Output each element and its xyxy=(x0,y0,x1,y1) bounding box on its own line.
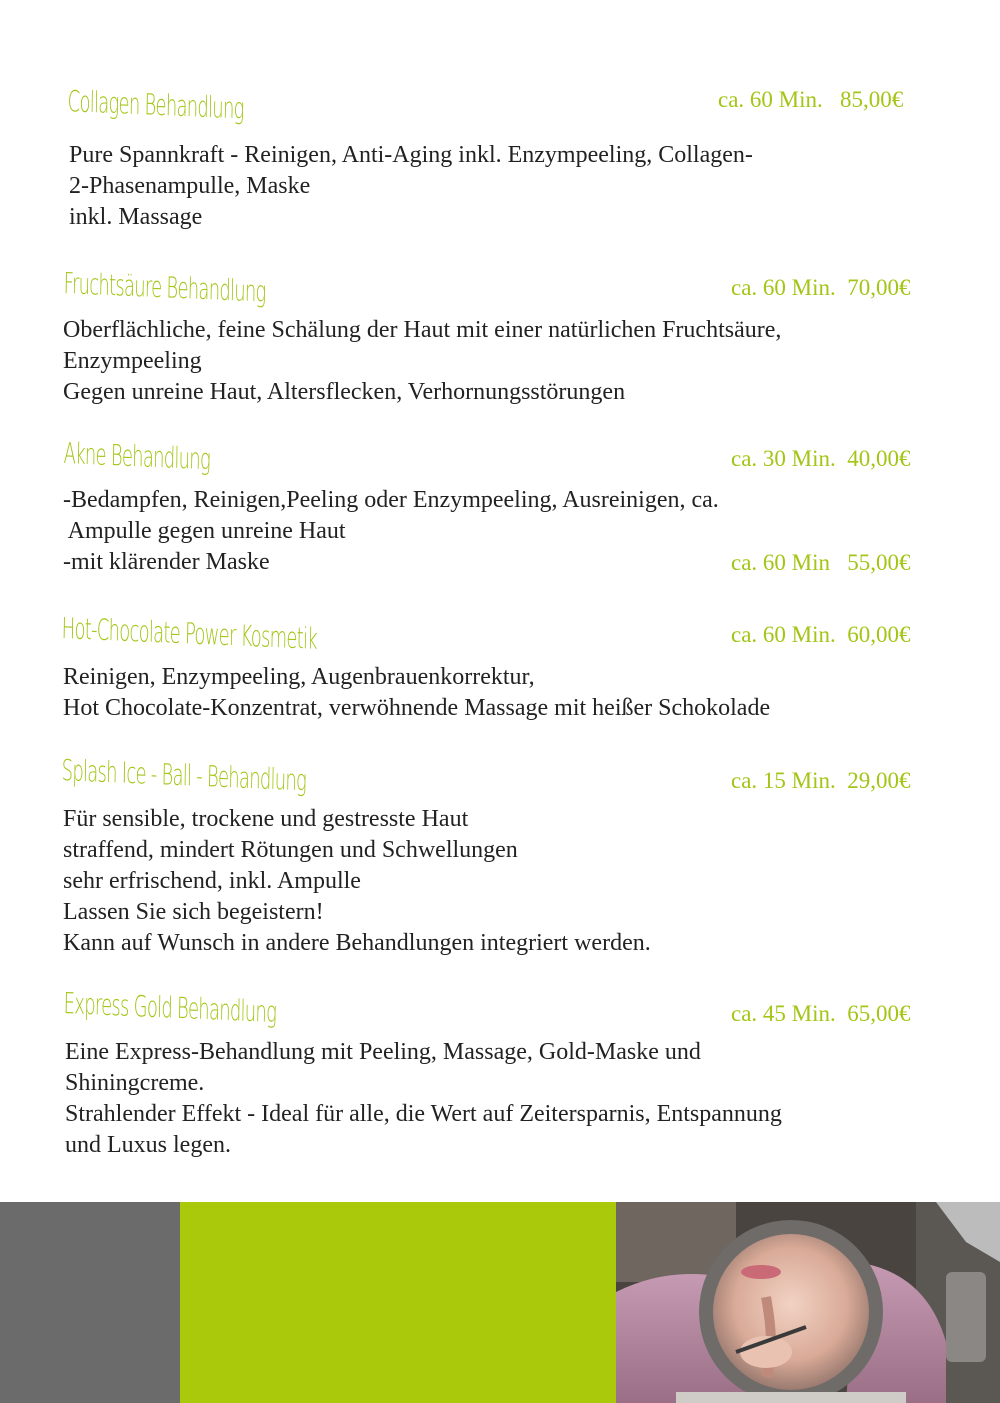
treatment-title-akne: Akne Behandlung xyxy=(63,436,211,477)
description-line: sehr erfrischend, inkl. Ampulle xyxy=(63,868,361,894)
treatment-description-express-gold xyxy=(65,1037,782,1161)
description-line: Reinigen, Enzympeeling, Augenbrauenkorrektur, xyxy=(63,664,535,690)
treatment-price-splash-ice: ca. 15 Min. 29,00€ xyxy=(731,768,911,793)
description-line: 2-Phasenampulle, Maske xyxy=(69,173,311,199)
photo-illustration xyxy=(616,1202,1000,1403)
treatment-description-collagen xyxy=(69,140,753,233)
treatment-description-fruchtsaeure xyxy=(63,315,781,408)
treatment-price-akne: ca. 30 Min. 40,00€ xyxy=(731,446,911,471)
description-line: inkl. Massage xyxy=(69,204,203,230)
treatment-title-fruchtsaeure: Fruchtsäure Behandlung xyxy=(63,266,266,309)
description-line: Kann auf Wunsch in andere Behandlungen integriert werden. xyxy=(63,930,651,956)
treatment-extra-price-akne: ca. 60 Min 55,00€ xyxy=(731,550,911,575)
description-line: Gegen unreine Haut, Altersflecken, Verhornungsstörungen xyxy=(63,379,626,405)
description-line: -mit klärender Maske xyxy=(63,549,270,575)
footer-gray-band xyxy=(0,1202,180,1403)
description-line: Lassen Sie sich begeistern! xyxy=(63,899,324,925)
description-line: Shiningcreme. xyxy=(65,1070,205,1096)
footer-photo-magnifier-treatment xyxy=(616,1202,1000,1403)
description-line: Enzympeeling xyxy=(63,348,202,374)
description-line: Pure Spannkraft - Reinigen, Anti-Aging inkl. Enzympeeling, Collagen- xyxy=(69,142,753,168)
description-line: Für sensible, trockene und gestresste Haut xyxy=(63,806,469,832)
treatment-price-hot-chocolate: ca. 60 Min. 60,00€ xyxy=(731,622,911,647)
description-line: straffend, mindert Rötungen und Schwellungen xyxy=(63,837,518,863)
treatment-price-fruchtsaeure: ca. 60 Min. 70,00€ xyxy=(731,275,911,300)
footer-green-band xyxy=(180,1202,616,1403)
treatment-title-splash-ice: Splash Ice - Ball - Behandlung xyxy=(61,753,307,798)
treatment-description-hot-chocolate xyxy=(63,662,770,724)
description-line: Oberflächliche, feine Schälung der Haut mit einer natürlichen Fruchtsäure, xyxy=(63,317,782,343)
description-line: Hot Chocolate-Konzentrat, verwöhnende Massage mit heißer Schokolade xyxy=(63,695,771,721)
description-line: und Luxus legen. xyxy=(65,1132,231,1158)
description-line: -Bedampfen, Reinigen,Peeling oder Enzympeeling, Ausreinigen, ca. xyxy=(63,487,719,513)
treatment-description-akne xyxy=(63,485,719,578)
description-line: Ampulle gegen unreine Haut xyxy=(63,518,346,544)
treatment-title-express-gold: Express Gold Behandlung xyxy=(63,986,277,1029)
description-line: Strahlender Effekt - Ideal für alle, die Wert auf Zeitersparnis, Entspannung xyxy=(65,1101,782,1127)
treatment-title-collagen: Collagen Behandlung xyxy=(67,84,244,126)
treatment-price-collagen: ca. 60 Min. 85,00€ xyxy=(718,87,904,112)
treatment-title-hot-chocolate: Hot-Chocolate Power Kosmetik xyxy=(61,611,318,656)
description-line: Eine Express-Behandlung mit Peeling, Massage, Gold-Maske und xyxy=(65,1039,701,1065)
treatment-price-express-gold: ca. 45 Min. 65,00€ xyxy=(731,1001,911,1026)
treatment-description-splash-ice xyxy=(63,804,651,959)
